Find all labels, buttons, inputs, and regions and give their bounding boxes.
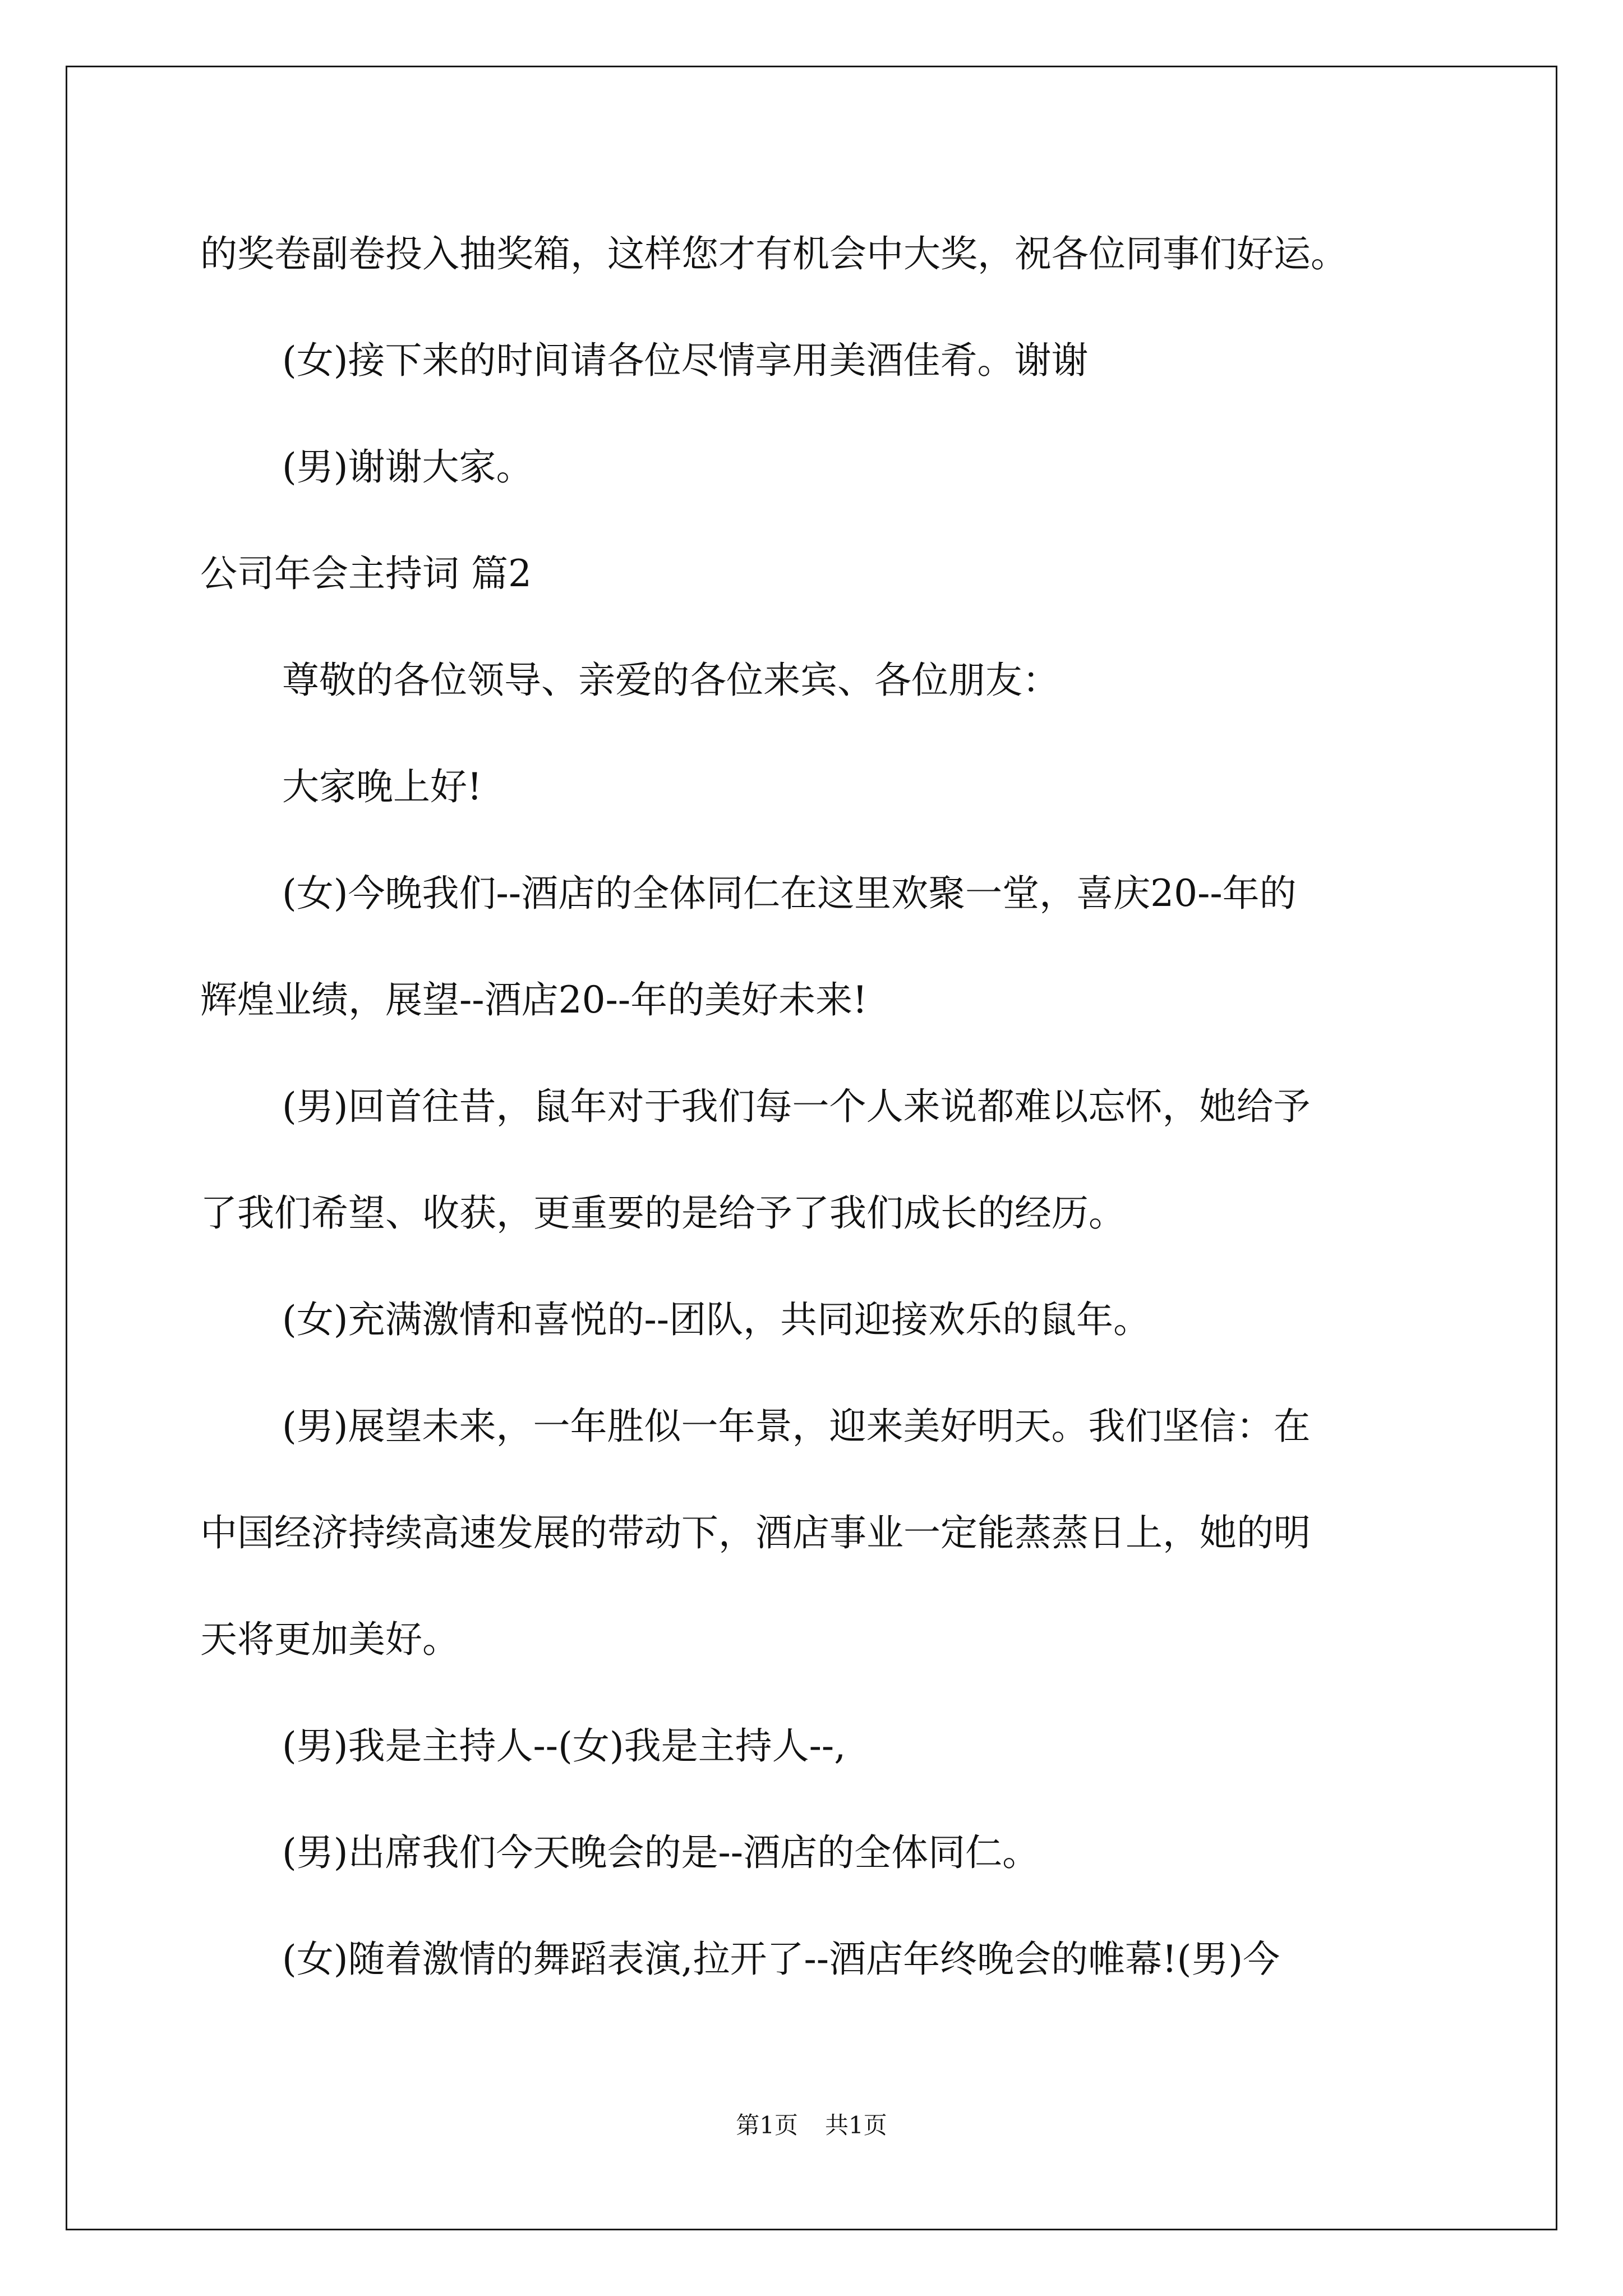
text-line: 中国经济持续高速发展的带动下，酒店事业一定能蒸蒸日上，她的明: [200, 1511, 1311, 1554]
text-line: 尊敬的各位领导、亲爱的各位来宾、各位朋友：: [282, 659, 1059, 702]
page-footer: [0, 2111, 1623, 2140]
text-line: 大家晚上好!: [282, 765, 482, 808]
text-line: (男)我是主持人--(女)我是主持人--,: [282, 1724, 846, 1768]
text-line: (男)出席我们今天晚会的是--酒店的全体同仁。: [282, 1831, 1040, 1874]
page-total: 共1页: [825, 2111, 887, 2139]
text-line: (女)今晚我们--酒店的全体同仁在这里欢聚一堂，喜庆20--年的: [282, 872, 1297, 915]
text-line: (男)回首往昔，鼠年对于我们每一个人来说都难以忘怀，她给予: [282, 1085, 1311, 1128]
text-line: 的奖卷副卷投入抽奖箱，这样您才有机会中大奖，祝各位同事们好运。: [200, 232, 1348, 275]
page-frame: [66, 66, 1557, 2230]
text-line: 天将更加美好。: [200, 1618, 459, 1661]
text-line: (男)谢谢大家。: [282, 445, 533, 489]
text-line: (女)随着激情的舞蹈表演,拉开了--酒店年终晚会的帷幕!(男)今: [282, 1938, 1280, 1981]
text-line: 辉煌业绩，展望--酒店20--年的美好未来!: [200, 978, 868, 1022]
text-line: 了我们希望、收获，更重要的是给予了我们成长的经历。: [200, 1191, 1126, 1235]
text-line: (女)接下来的时间请各位尽情享用美酒佳肴。谢谢: [282, 339, 1089, 382]
page-number: 第1页: [736, 2111, 798, 2139]
section-heading: 公司年会主持词 篇2: [200, 552, 532, 595]
text-line: (女)充满激情和喜悦的--团队，共同迎接欢乐的鼠年。: [282, 1298, 1151, 1341]
text-line: (男)展望未来，一年胜似一年景，迎来美好明天。我们坚信：在: [282, 1405, 1311, 1448]
